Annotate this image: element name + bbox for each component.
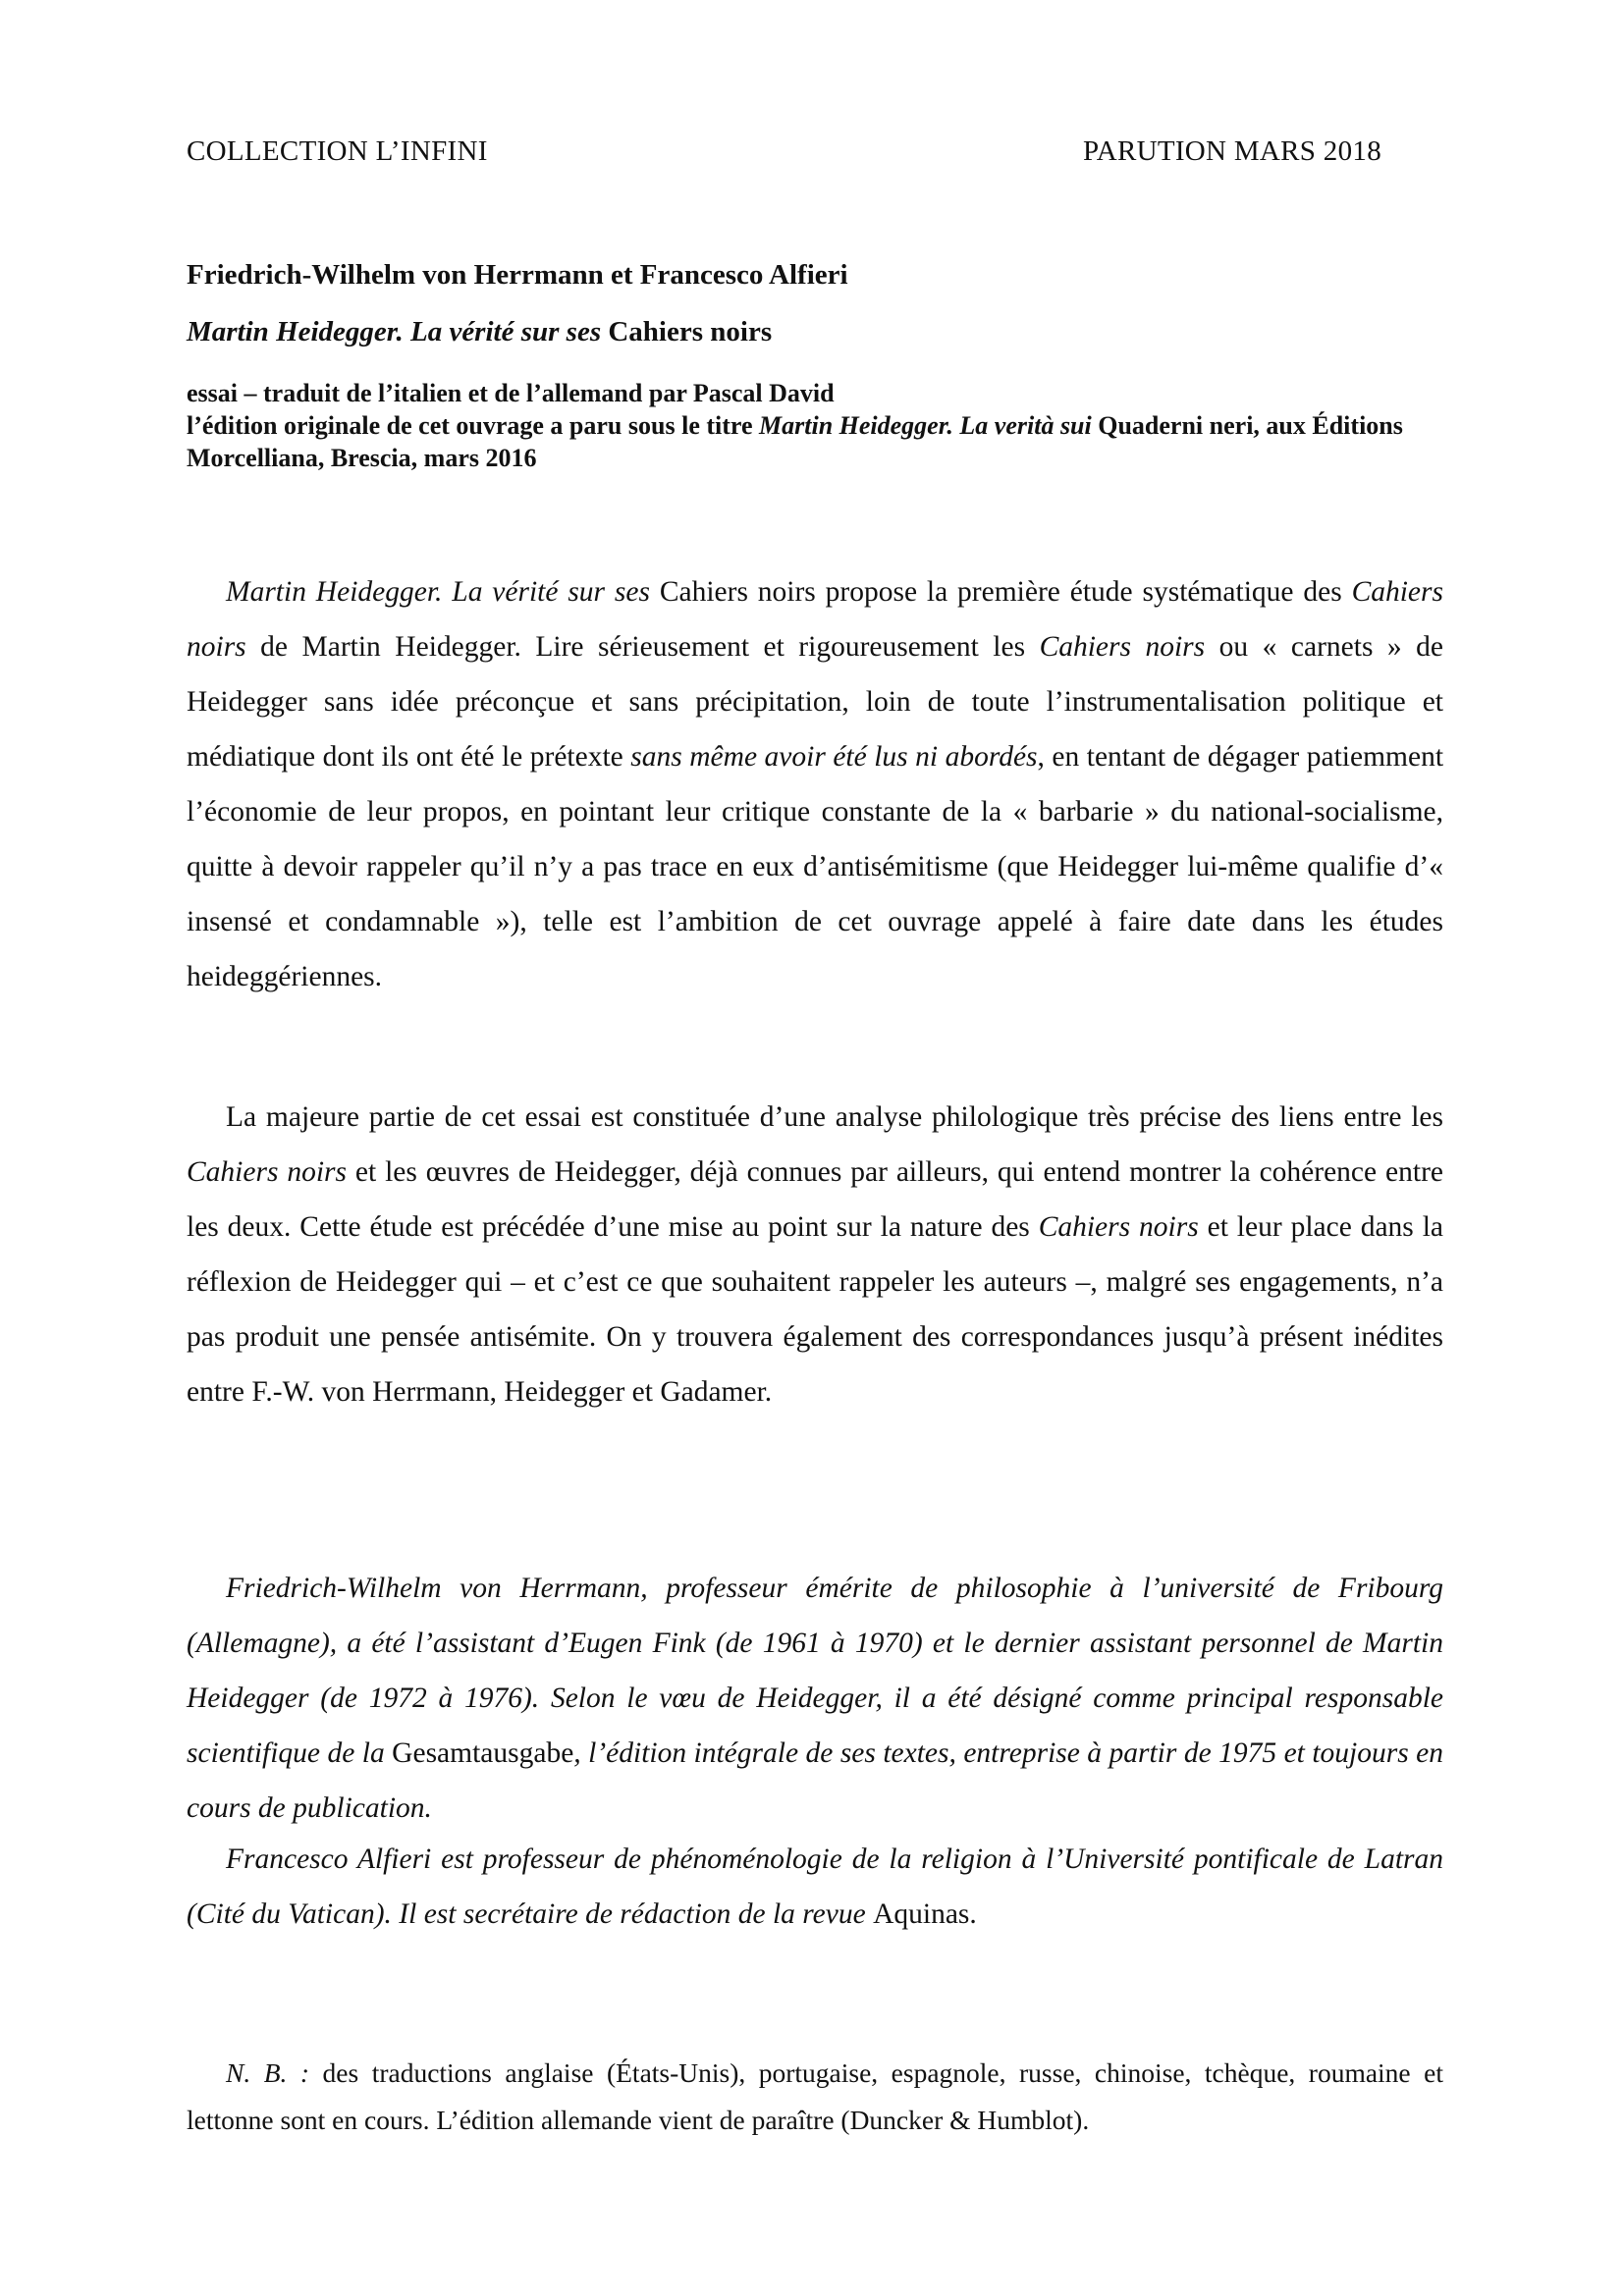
original-edition-line	[187, 409, 1443, 474]
text-span: Francesco Alfieri est professeur de phénoménologie de la religion à l’Université pontificale de Latran (Cité du Vatican). Il est secrétaire de rédaction de la revue	[187, 1843, 1443, 1930]
text-span: La majeure partie de cet essai est constituée d’une analyse philologique très précise des liens entre les	[226, 1101, 1443, 1133]
text-span: Cahiers noirs	[1039, 631, 1206, 663]
text-span: ou « carnets » de Heidegger sans idée préconçue et sans précipitation, loin de toute l’instrumentalisation politique et médiatique dont ils ont été le prétexte	[187, 631, 1444, 773]
page-header	[187, 135, 1381, 175]
note-text: des traductions anglaise (États-Unis), portugaise, espagnole, russe, chinoise, tchèque, roumaine et lettonne sont en cours. L’édition allemande vient de paraître (Duncker & Humblot).	[187, 2057, 1443, 2135]
author-bio-herrmann	[187, 1561, 1443, 1836]
summary-paragraph-2	[187, 1090, 1443, 1419]
text-span: de Martin Heidegger. Lire sérieusement et rigoureusement les	[245, 631, 1040, 663]
book-authors: Friedrich-Wilhelm von Herrmann et Francesco Alfieri	[187, 259, 848, 291]
book-title	[187, 316, 1443, 348]
text-span: Gesamtausgabe	[392, 1737, 574, 1769]
text-span: Cahiers noirs	[1038, 1211, 1199, 1243]
translation-note	[187, 2050, 1443, 2144]
text-span: et leur place dans la réflexion de Heidegger qui – et c’est ce que souhaitent rappeler les auteurs –, malgré ses engagements, n’a pas produit une pensée antisémite. On y trouvera également des correspondances jusqu’à présent inédites entre F.-W. von Herrmann, Heidegger et Gadamer.	[187, 1211, 1443, 1408]
book-title-italic: Martin Heidegger. La vérité sur ses	[187, 316, 602, 347]
text-span: Cahiers noirs propose la première étude systématique des	[649, 576, 1352, 608]
text-span: Cahiers noirs	[187, 576, 1443, 663]
text-span: , en tentant de dégager patiemment l’économie de leur propos, en pointant leur critique constante de la « barbarie » du national-socialisme, quitte à devoir rappeler qu’il n’y a pas trace en eux d’antisémitisme (que Heidegger lui-même qualifie d’« insensé et condamnable »), telle est l’ambition de cet ouvrage appelé à faire date dans les études heideggériennes.	[187, 741, 1444, 992]
original-edition-text: l’édition originale de cet ouvrage a paru sous le titre	[187, 411, 760, 441]
text-span: , l’édition intégrale de ses textes, entreprise à partir de 1975 et toujours en cours de publication.	[187, 1737, 1443, 1824]
book-title-roman: Cahiers noirs	[601, 316, 773, 347]
author-bio-alfieri	[187, 1832, 1443, 1942]
release-date-label: PARUTION MARS 2018	[1082, 135, 1381, 167]
original-edition-rest: Quaderni neri, aux Éditions Morcelliana, Brescia, mars 2016	[187, 411, 1403, 473]
text-span: Martin Heidegger. La vérité sur ses	[226, 576, 650, 608]
text-span: Friedrich-Wilhelm von Herrmann, professeur émérite de philosophie à l’université de Fribourg (Allemagne), a été l’assistant d’Eugen Fink (de 1961 à 1970) et le dernier assistant personnel de Martin Heidegger (de 1972 à 1976). Selon le vœu de Heidegger, il a été désigné comme principal responsable scientifique de la	[187, 1573, 1443, 1769]
text-span: et les œuvres de Heidegger, déjà connues par ailleurs, qui entend montrer la cohérence entre les deux. Cette étude est précédée d’une mise au point sur la nature des	[187, 1156, 1443, 1243]
text-span: Cahiers noirs	[187, 1156, 347, 1188]
text-span: sans même avoir été lus ni abordés	[630, 741, 1038, 773]
book-details	[187, 377, 1443, 474]
summary-paragraph-1	[187, 564, 1443, 1004]
translation-line: essai – traduit de l’italien et de l’allemand par Pascal David	[187, 379, 835, 407]
original-title-italic: Martin Heidegger. La verità sui	[759, 411, 1092, 441]
text-span: Aquinas.	[873, 1898, 977, 1930]
note-label: N. B. :	[226, 2057, 310, 2088]
collection-label: COLLECTION L’INFINI	[187, 135, 488, 167]
